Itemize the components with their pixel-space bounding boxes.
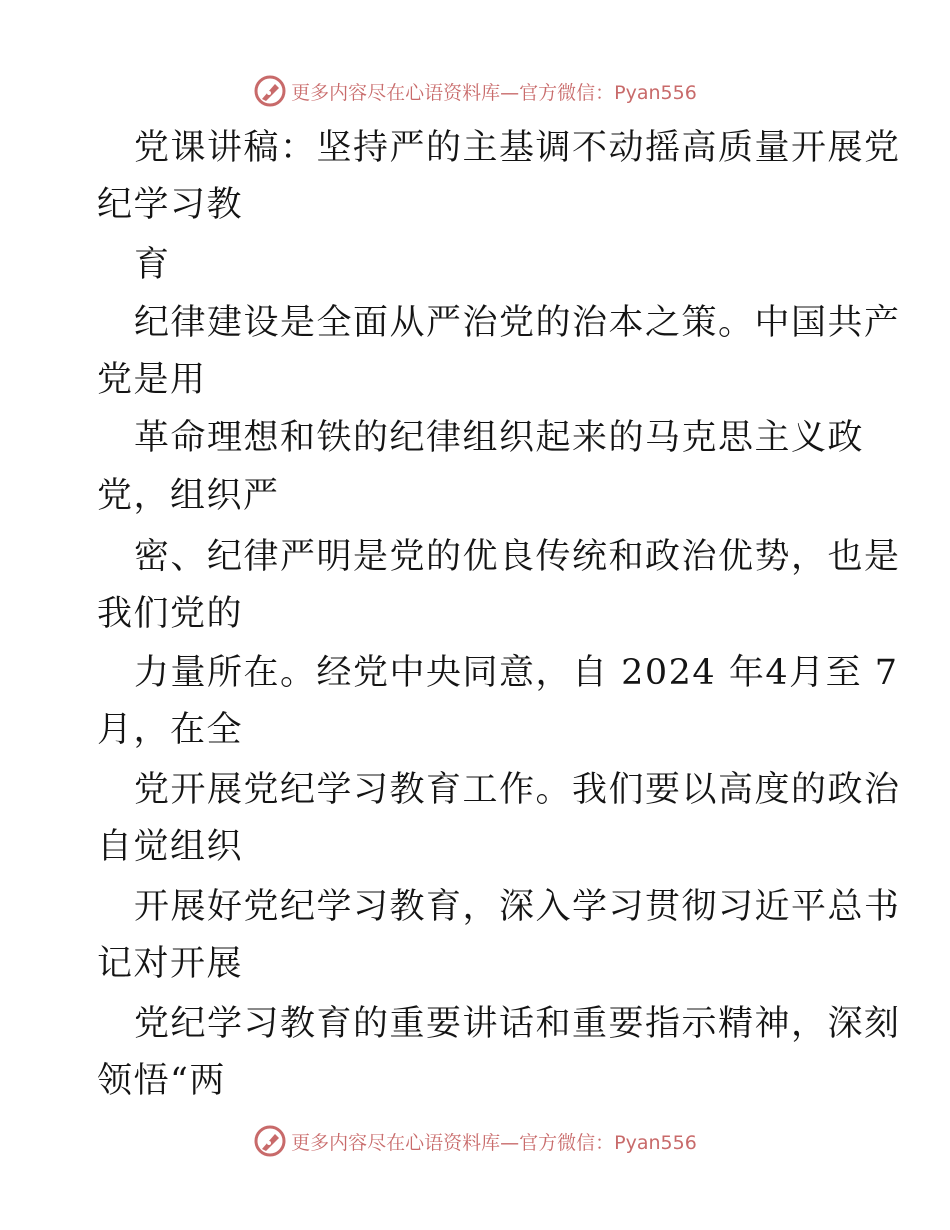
text-line: 党是用	[97, 360, 207, 400]
text-line: 纪律建设是全面从严治党的治本之策。中国共产	[134, 303, 901, 343]
text-line: 党纪学习教育的重要讲话和重要指示精神，深刻	[134, 1004, 901, 1044]
pen-nib-logo-icon	[253, 1124, 287, 1158]
pen-nib-logo-icon	[253, 74, 287, 108]
text-line: 密、纪律严明是党的优良传统和政治优势，也是	[134, 537, 901, 577]
text-line: 领悟“两	[97, 1061, 226, 1101]
text-line: 党开展党纪学习教育工作。我们要以高度的政治	[134, 770, 901, 810]
text-line: 纪学习教	[97, 185, 244, 225]
text-line: 党课讲稿：坚持严的主基调不动摇高质量开展党	[134, 128, 901, 168]
text-line: 我们党的	[97, 594, 244, 634]
text-line: 自觉组织	[97, 827, 244, 867]
header-watermark	[0, 71, 950, 111]
text-line: 党，组织严	[97, 476, 280, 516]
footer-watermark	[0, 1121, 950, 1161]
text-line: 开展好党纪学习教育，深入学习贯彻习近平总书	[134, 887, 901, 927]
watermark-text: 更多内容尽在心语资料库—官方微信：Pyan556	[291, 81, 697, 104]
text-line: 革命理想和铁的纪律组织起来的马克思主义政	[134, 418, 865, 458]
text-line: 育	[134, 245, 171, 285]
watermark-text: 更多内容尽在心语资料库—官方微信：Pyan556	[291, 1131, 697, 1154]
text-line: 月，在全	[97, 710, 244, 750]
text-line: 力量所在。经党中央同意，自 2024 年4月至 7	[134, 653, 899, 693]
text-line: 记对开展	[97, 944, 244, 984]
